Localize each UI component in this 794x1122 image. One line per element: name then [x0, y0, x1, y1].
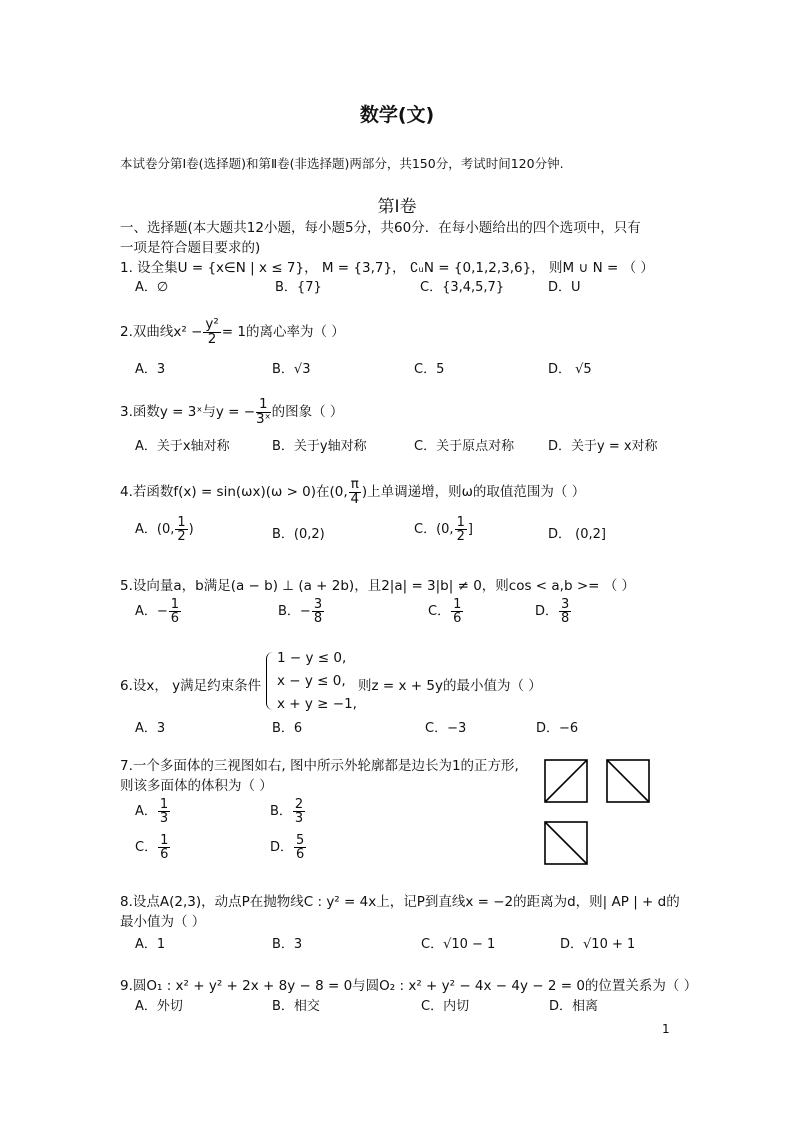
q3-option-c: C．关于原点对称 — [414, 439, 515, 454]
q7-d-num: 5 — [296, 833, 305, 848]
exam-intro: 本试卷分第Ⅰ卷(选择题)和第Ⅱ卷(非选择题)两部分，共150分，考试时间120分钟. — [120, 156, 564, 171]
q5-a-den: 6 — [170, 611, 180, 626]
side-view — [607, 760, 649, 802]
q7-b-fraction — [293, 798, 305, 825]
question-5-stem: 5.设向量a，b满足(a − b) ⊥ (a + 2b)，且2|a| = 3|b| ≠ 0，则cos < a,b >= （ ） — [120, 578, 636, 594]
q6-option-c: C．−3 — [425, 721, 467, 736]
q7-c-fraction — [158, 834, 170, 861]
q7-a-num: 1 — [159, 797, 169, 812]
q4-option-d: D． (0,2] — [548, 527, 606, 542]
q3-option-a: A．关于x轴对称 — [135, 439, 230, 454]
q9-option-b: B．相交 — [272, 999, 320, 1014]
q5-option-b — [278, 598, 325, 625]
q7-c-num: 1 — [160, 833, 169, 848]
q3-fraction — [256, 398, 271, 426]
question-7-line2: 则该多面体的体积为（ ） — [120, 778, 273, 794]
q4-a-fraction — [175, 516, 187, 543]
q6-condition-1: 1 − y ≤ 0, — [277, 650, 347, 666]
q9-option-c: C．内切 — [421, 999, 470, 1014]
q8-option-d: D．√10 + 1 — [560, 937, 636, 952]
q2-option-c: C．5 — [414, 362, 445, 377]
q9-option-d: D．相离 — [549, 999, 599, 1014]
q3-option-d: D．关于y = x对称 — [548, 439, 658, 454]
q6-option-d: D．−6 — [536, 721, 579, 736]
three-view-figure — [540, 756, 660, 868]
q7-option-d — [270, 834, 307, 861]
q4-a-post: ) — [188, 522, 194, 537]
q2-option-d: D． √5 — [548, 362, 592, 377]
q5-option-d — [535, 598, 572, 625]
q6-condition-3: x + y ≥ −1, — [277, 696, 357, 712]
q2-text-pre: 2.双曲线x² − — [120, 324, 203, 340]
q7-b-den: 3 — [294, 811, 304, 826]
q6-option-b: B．6 — [272, 721, 303, 736]
q7-c-pre: C． — [135, 840, 158, 855]
q5-b-den: 8 — [313, 611, 323, 626]
question-6-post: 则z = x + 5y的最小值为（ ） — [358, 678, 542, 694]
part-title: 第Ⅰ卷 — [377, 197, 417, 217]
q7-option-a — [135, 798, 171, 825]
q6-brace — [266, 652, 273, 710]
q1-option-a: A．∅ — [135, 280, 169, 295]
q3-frac-den: 3ˣ — [256, 410, 271, 427]
q5-a-num: 1 — [170, 597, 180, 612]
q4-a-num: 1 — [177, 515, 186, 530]
q7-a-den: 3 — [159, 811, 169, 826]
q4-option-b: B．(0,2) — [272, 527, 325, 542]
q4-a-pre: A．(0, — [135, 522, 175, 537]
q3-text-post: 的图象（ ） — [271, 404, 344, 420]
q5-d-fraction — [559, 598, 571, 625]
page-title: 数学(文) — [359, 104, 435, 126]
q6-condition-2: x − y ≤ 0, — [277, 673, 346, 689]
q2-text-post: = 1的离心率为（ ） — [221, 324, 345, 340]
q7-a-fraction — [158, 798, 170, 825]
q4-frac-den: 4 — [350, 490, 360, 507]
q4-c-den: 2 — [456, 529, 465, 544]
section-heading-line2: 一项是符合题目要求的) — [120, 240, 261, 256]
q5-d-pre: D． — [535, 604, 559, 619]
q7-d-pre: D． — [270, 840, 294, 855]
q5-option-c — [428, 598, 464, 625]
q6-option-a: A．3 — [135, 721, 166, 736]
q7-d-fraction — [294, 834, 306, 861]
q5-c-den: 6 — [453, 611, 462, 626]
q4-fraction — [349, 478, 361, 506]
q7-d-den: 6 — [296, 847, 305, 862]
q1-option-d: D．U — [548, 280, 581, 295]
q2-option-b: B．√3 — [272, 362, 311, 377]
q3-frac-num: 1 — [256, 398, 271, 413]
q2-fraction — [203, 318, 220, 346]
question-3-stem — [120, 398, 343, 426]
q4-a-den: 2 — [177, 529, 186, 544]
page-number: 1 — [662, 1022, 670, 1036]
q5-option-a — [135, 598, 182, 625]
question-4-stem — [120, 478, 585, 506]
q4-c-post: ] — [467, 522, 473, 537]
q4-c-num: 1 — [456, 515, 465, 530]
q5-b-fraction — [312, 598, 324, 625]
q8-option-c: C．√10 − 1 — [421, 937, 496, 952]
q8-option-a: A．1 — [135, 937, 166, 952]
top-view — [545, 822, 587, 864]
q3-text-pre: 3.函数y = 3ˣ与y = − — [120, 404, 256, 420]
q4-frac-num: π — [350, 476, 359, 492]
q4-option-a — [135, 516, 194, 543]
q5-a-fraction — [169, 598, 181, 625]
q4-text-pre: 4.若函数f(x) = sin(ωx)(ω > 0)在(0, — [120, 484, 348, 500]
question-8-line2: 最小值为（ ） — [120, 914, 206, 930]
question-1-stem: 1. 设全集U = {x∈N | x ≤ 7}， M = {3,7}， ∁ᵤN = {0,1,2,3,6}， 则M ∪ N = （ ） — [120, 260, 654, 276]
q3-option-b: B．关于y轴对称 — [272, 439, 367, 454]
q4-c-pre: C．(0, — [414, 522, 454, 537]
q7-c-den: 6 — [160, 847, 169, 862]
q5-b-num: 3 — [313, 597, 323, 612]
q4-option-c — [414, 516, 473, 543]
q4-c-fraction — [455, 516, 467, 543]
section-heading-line1: 一、选择题(本大题共12小题，每小题5分，共60分．在每小题给出的四个选项中，只有 — [120, 220, 641, 236]
q9-option-a: A．外切 — [135, 999, 183, 1014]
q7-a-pre: A． — [135, 804, 157, 819]
front-view — [545, 760, 587, 802]
q1-option-b: B．{7} — [275, 280, 322, 295]
q2-frac-num: y² — [205, 316, 219, 332]
q2-option-a: A．3 — [135, 362, 166, 377]
q5-c-fraction — [451, 598, 463, 625]
q5-d-num: 3 — [561, 597, 570, 612]
q2-frac-den: 2 — [207, 330, 217, 347]
question-8-line1: 8.设点A(2,3)，动点P在抛物线C : y² = 4x上，记P到直线x = −2的距离为d，则| AP | + d的 — [120, 894, 680, 910]
q5-a-pre: A．− — [135, 604, 168, 619]
question-6-pre: 6.设x， y满足约束条件 — [120, 678, 262, 694]
q7-option-b — [270, 798, 306, 825]
question-7-line1: 7.一个多面体的三视图如右, 图中所示外轮廓都是边长为1的正方形, — [120, 758, 519, 774]
q1-option-c: C．{3,4,5,7} — [420, 280, 505, 295]
q4-text-post: )上单调递增，则ω的取值范围为（ ） — [361, 484, 586, 500]
q5-d-den: 8 — [561, 611, 570, 626]
q7-b-pre: B． — [270, 804, 292, 819]
q5-b-pre: B．− — [278, 604, 311, 619]
q5-c-num: 1 — [453, 597, 462, 612]
q7-b-num: 2 — [294, 797, 304, 812]
question-2-stem — [120, 318, 345, 346]
question-9-stem: 9.圆O₁ : x² + y² + 2x + 8y − 8 = 0与圆O₂ : x² + y² − 4x − 4y − 2 = 0的位置关系为（ ） — [120, 978, 698, 994]
q8-option-b: B．3 — [272, 937, 303, 952]
q5-c-pre: C． — [428, 604, 451, 619]
q7-option-c — [135, 834, 171, 861]
